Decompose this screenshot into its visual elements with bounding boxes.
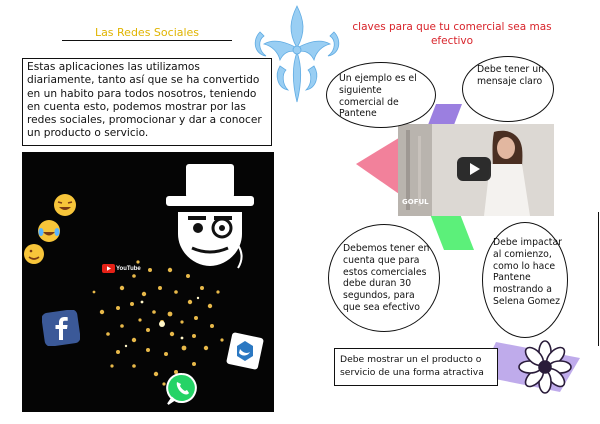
wink-emoji-icon [22, 242, 46, 266]
whatsapp-icon [166, 372, 198, 406]
youtube-logo [102, 264, 141, 273]
right-title: claves para que tu comercial sea mas efectivo [352, 21, 552, 47]
bubble-message [462, 56, 554, 122]
facebook-icon [42, 310, 80, 346]
bubble-example-text: Un ejemplo es el siguiente comercial de Pantene [339, 73, 417, 120]
twitter-icon [226, 332, 264, 370]
intro-paragraph: Estas aplicaciones las utilizamos diariamente, tanto así que se ha convertido en un habito para todos nosotros, teniendo en cuenta esto, podemos mostrar por las redes sociales, promocionar y dar a conocer un producto o servicio. [27, 61, 262, 140]
bubble-example [326, 62, 436, 128]
youtube-label: YouTube [116, 265, 141, 272]
laughing-emoji-icon [52, 192, 78, 218]
bubble-duration [328, 224, 440, 332]
hat-monocle-face-icon [162, 160, 258, 272]
video-watermark: GOFUL [402, 198, 429, 206]
bubble-message-text: Debe tener un mensaje claro [477, 64, 544, 87]
flower-icon [518, 340, 572, 394]
crying-laughing-emoji-icon [36, 218, 62, 244]
youtube-icon [102, 264, 115, 273]
pink-triangle-shape [356, 136, 402, 196]
green-parallelogram-shape [430, 214, 474, 250]
bottom-note-text: Debe mostrar un el producto o servicio de una forma atractiva [340, 354, 484, 378]
left-title: Las Redes Sociales [62, 26, 232, 41]
play-button[interactable] [457, 157, 491, 181]
right-edge-line [598, 212, 599, 346]
bubble-impact [482, 222, 568, 338]
bubble-impact-text: Debe impactar al comienzo, como lo hace Pantene mostrando a Selena Gomez [493, 237, 562, 307]
bubble-duration-text: Debemos tener en cuenta que para estos comerciales debe duran 30 segundos, para que sea efectivo [343, 243, 430, 313]
bottom-note-box [334, 348, 498, 386]
intro-paragraph-box [22, 58, 272, 146]
social-networks-image [22, 152, 274, 412]
